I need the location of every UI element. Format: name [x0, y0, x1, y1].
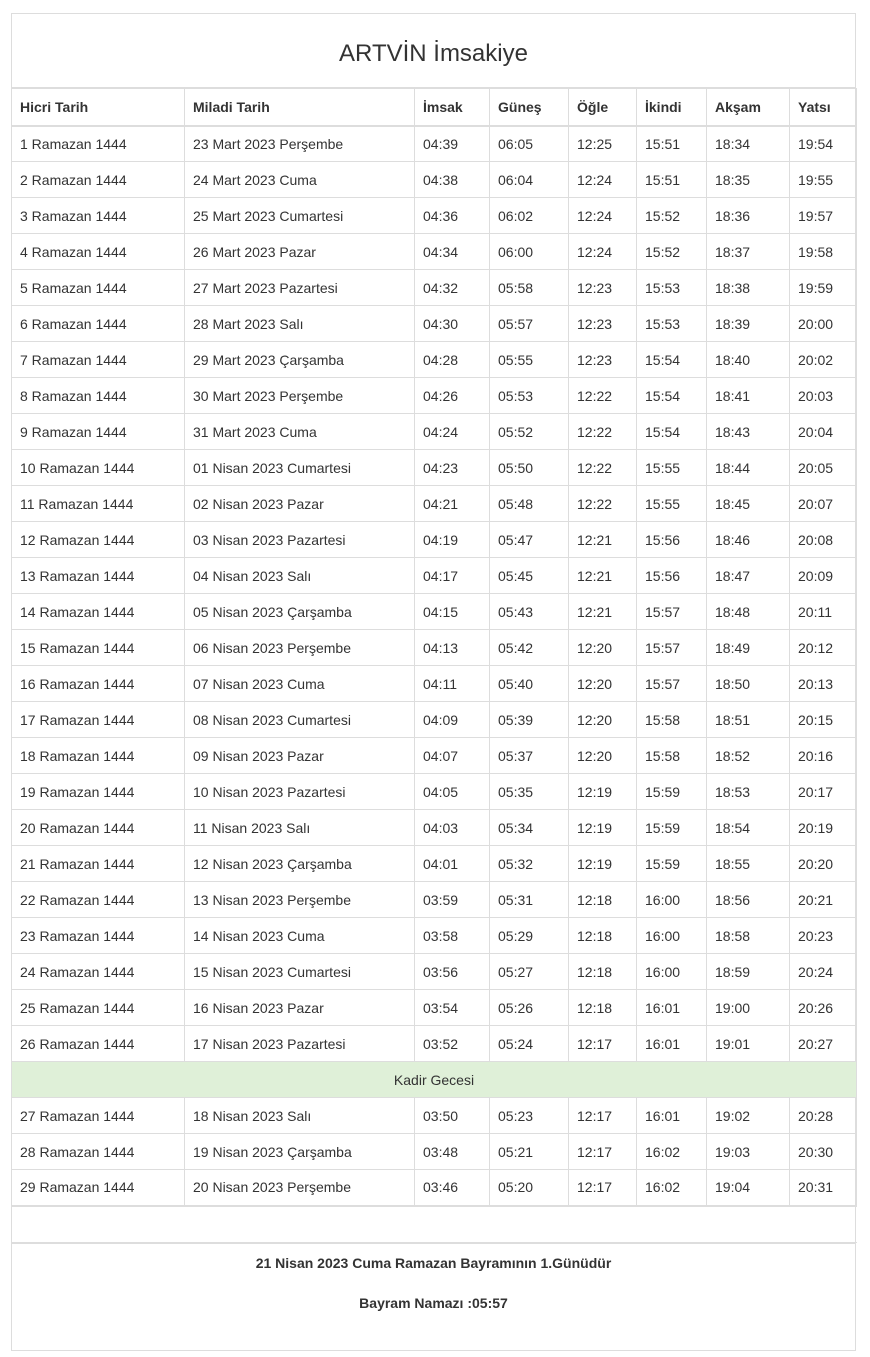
yatsi-time: 20:16 — [790, 738, 857, 774]
gunes-time: 05:23 — [490, 1098, 569, 1134]
yatsi-time: 20:09 — [790, 558, 857, 594]
ogle-time: 12:21 — [569, 594, 637, 630]
aksam-time: 18:59 — [707, 954, 790, 990]
column-header-gunes-time: Güneş — [490, 89, 569, 126]
miladi-date: 01 Nisan 2023 Cumartesi — [185, 450, 415, 486]
ikindi-time: 16:00 — [637, 954, 707, 990]
table-row — [12, 1134, 857, 1170]
gunes-time: 06:04 — [490, 162, 569, 198]
hicri-date: 11 Ramazan 1444 — [12, 486, 185, 522]
table-row — [12, 1098, 857, 1134]
hicri-date: 28 Ramazan 1444 — [12, 1134, 185, 1170]
table-row — [12, 954, 857, 990]
hicri-date: 5 Ramazan 1444 — [12, 270, 185, 306]
gunes-time: 06:02 — [490, 198, 569, 234]
hicri-date: 7 Ramazan 1444 — [12, 342, 185, 378]
imsak-time: 04:15 — [415, 594, 490, 630]
miladi-date: 18 Nisan 2023 Salı — [185, 1098, 415, 1134]
imsak-time: 04:09 — [415, 702, 490, 738]
miladi-date: 05 Nisan 2023 Çarşamba — [185, 594, 415, 630]
aksam-time: 19:02 — [707, 1098, 790, 1134]
hicri-date: 25 Ramazan 1444 — [12, 990, 185, 1026]
hicri-date: 15 Ramazan 1444 — [12, 630, 185, 666]
miladi-date: 25 Mart 2023 Cumartesi — [185, 198, 415, 234]
yatsi-time: 19:59 — [790, 270, 857, 306]
gunes-time: 05:47 — [490, 522, 569, 558]
aksam-time: 18:48 — [707, 594, 790, 630]
aksam-time: 18:56 — [707, 882, 790, 918]
imsak-time: 04:11 — [415, 666, 490, 702]
table-row — [12, 558, 857, 594]
hicri-date: 13 Ramazan 1444 — [12, 558, 185, 594]
aksam-time: 18:53 — [707, 774, 790, 810]
ogle-time: 12:19 — [569, 774, 637, 810]
gunes-time: 05:42 — [490, 630, 569, 666]
imsak-time: 03:59 — [415, 882, 490, 918]
ogle-time: 12:24 — [569, 198, 637, 234]
imsak-time: 03:56 — [415, 954, 490, 990]
yatsi-time: 20:11 — [790, 594, 857, 630]
ikindi-time: 15:51 — [637, 126, 707, 162]
hicri-date: 29 Ramazan 1444 — [12, 1170, 185, 1206]
aksam-time: 18:54 — [707, 810, 790, 846]
gunes-time: 05:21 — [490, 1134, 569, 1170]
imsak-time: 03:58 — [415, 918, 490, 954]
table-row — [12, 234, 857, 270]
gunes-time: 05:45 — [490, 558, 569, 594]
table-row — [12, 162, 857, 198]
kadir-gecesi-row — [12, 1062, 857, 1098]
ogle-time: 12:25 — [569, 126, 637, 162]
ikindi-time: 15:55 — [637, 450, 707, 486]
ogle-time: 12:22 — [569, 378, 637, 414]
gunes-time: 05:43 — [490, 594, 569, 630]
ikindi-time: 15:57 — [637, 666, 707, 702]
aksam-time: 18:36 — [707, 198, 790, 234]
column-header-ogle-time: Öğle — [569, 89, 637, 126]
ikindi-time: 15:51 — [637, 162, 707, 198]
miladi-date: 02 Nisan 2023 Pazar — [185, 486, 415, 522]
yatsi-time: 20:26 — [790, 990, 857, 1026]
aksam-time: 19:04 — [707, 1170, 790, 1206]
imsakiye-table — [11, 88, 857, 1243]
aksam-time: 18:43 — [707, 414, 790, 450]
gunes-time: 05:26 — [490, 990, 569, 1026]
ogle-time: 12:19 — [569, 810, 637, 846]
hicri-date: 22 Ramazan 1444 — [12, 882, 185, 918]
page-title: ARTVİN İmsakiye — [12, 14, 855, 88]
gunes-time: 05:52 — [490, 414, 569, 450]
yatsi-time: 20:27 — [790, 1026, 857, 1062]
table-row — [12, 270, 857, 306]
hicri-date: 9 Ramazan 1444 — [12, 414, 185, 450]
miladi-date: 28 Mart 2023 Salı — [185, 306, 415, 342]
imsak-time: 04:03 — [415, 810, 490, 846]
gunes-time: 05:53 — [490, 378, 569, 414]
hicri-date: 17 Ramazan 1444 — [12, 702, 185, 738]
ikindi-time: 15:58 — [637, 738, 707, 774]
imsak-time: 04:07 — [415, 738, 490, 774]
table-row — [12, 1026, 857, 1062]
table-header-row — [12, 89, 857, 126]
ogle-time: 12:22 — [569, 414, 637, 450]
miladi-date: 20 Nisan 2023 Perşembe — [185, 1170, 415, 1206]
yatsi-time: 20:05 — [790, 450, 857, 486]
ikindi-time: 15:53 — [637, 306, 707, 342]
ikindi-time: 15:58 — [637, 702, 707, 738]
hicri-date: 18 Ramazan 1444 — [12, 738, 185, 774]
table-row — [12, 342, 857, 378]
imsak-time: 03:46 — [415, 1170, 490, 1206]
miladi-date: 12 Nisan 2023 Çarşamba — [185, 846, 415, 882]
table-row — [12, 522, 857, 558]
gunes-time: 05:37 — [490, 738, 569, 774]
aksam-time: 18:51 — [707, 702, 790, 738]
imsakiye-card — [11, 13, 856, 1351]
yatsi-time: 20:19 — [790, 810, 857, 846]
miladi-date: 19 Nisan 2023 Çarşamba — [185, 1134, 415, 1170]
yatsi-time: 20:30 — [790, 1134, 857, 1170]
table-row — [12, 198, 857, 234]
ikindi-time: 15:57 — [637, 630, 707, 666]
aksam-time: 18:49 — [707, 630, 790, 666]
table-row — [12, 846, 857, 882]
ogle-time: 12:20 — [569, 702, 637, 738]
ogle-time: 12:23 — [569, 270, 637, 306]
aksam-time: 18:52 — [707, 738, 790, 774]
miladi-date: 06 Nisan 2023 Perşembe — [185, 630, 415, 666]
yatsi-time: 20:12 — [790, 630, 857, 666]
imsak-time: 04:26 — [415, 378, 490, 414]
gunes-time: 05:32 — [490, 846, 569, 882]
hicri-date: 23 Ramazan 1444 — [12, 918, 185, 954]
gunes-time: 06:00 — [490, 234, 569, 270]
miladi-date: 30 Mart 2023 Perşembe — [185, 378, 415, 414]
yatsi-time: 19:55 — [790, 162, 857, 198]
ikindi-time: 15:59 — [637, 774, 707, 810]
aksam-time: 18:41 — [707, 378, 790, 414]
miladi-date: 17 Nisan 2023 Pazartesi — [185, 1026, 415, 1062]
yatsi-time: 20:23 — [790, 918, 857, 954]
gunes-time: 05:31 — [490, 882, 569, 918]
imsak-time: 04:21 — [415, 486, 490, 522]
gunes-time: 05:39 — [490, 702, 569, 738]
miladi-date: 23 Mart 2023 Perşembe — [185, 126, 415, 162]
table-row — [12, 630, 857, 666]
ikindi-time: 15:57 — [637, 594, 707, 630]
column-header-imsak-time: İmsak — [415, 89, 490, 126]
aksam-time: 18:39 — [707, 306, 790, 342]
imsak-time: 04:28 — [415, 342, 490, 378]
empty-row — [12, 1206, 857, 1243]
table-row — [12, 918, 857, 954]
ikindi-time: 15:52 — [637, 234, 707, 270]
yatsi-time: 20:24 — [790, 954, 857, 990]
yatsi-time: 20:21 — [790, 882, 857, 918]
gunes-time: 05:55 — [490, 342, 569, 378]
gunes-time: 05:24 — [490, 1026, 569, 1062]
gunes-time: 05:58 — [490, 270, 569, 306]
ogle-time: 12:17 — [569, 1134, 637, 1170]
imsak-time: 03:48 — [415, 1134, 490, 1170]
aksam-time: 18:37 — [707, 234, 790, 270]
hicri-date: 6 Ramazan 1444 — [12, 306, 185, 342]
table-row — [12, 126, 857, 162]
ikindi-time: 15:59 — [637, 846, 707, 882]
yatsi-time: 20:15 — [790, 702, 857, 738]
table-row — [12, 378, 857, 414]
ikindi-time: 15:52 — [637, 198, 707, 234]
kadir-gecesi-label: Kadir Gecesi — [12, 1062, 857, 1098]
imsak-time: 04:34 — [415, 234, 490, 270]
imsak-time: 04:24 — [415, 414, 490, 450]
table-row — [12, 306, 857, 342]
miladi-date: 31 Mart 2023 Cuma — [185, 414, 415, 450]
imsak-time: 04:32 — [415, 270, 490, 306]
aksam-time: 18:58 — [707, 918, 790, 954]
aksam-time: 19:01 — [707, 1026, 790, 1062]
ikindi-time: 15:54 — [637, 378, 707, 414]
miladi-date: 03 Nisan 2023 Pazartesi — [185, 522, 415, 558]
ogle-time: 12:17 — [569, 1026, 637, 1062]
imsak-time: 04:36 — [415, 198, 490, 234]
imsak-time: 04:13 — [415, 630, 490, 666]
yatsi-time: 20:17 — [790, 774, 857, 810]
miladi-date: 29 Mart 2023 Çarşamba — [185, 342, 415, 378]
imsak-time: 03:52 — [415, 1026, 490, 1062]
ogle-time: 12:22 — [569, 450, 637, 486]
column-header-ikindi-time: İkindi — [637, 89, 707, 126]
table-row — [12, 774, 857, 810]
miladi-date: 04 Nisan 2023 Salı — [185, 558, 415, 594]
ikindi-time: 16:00 — [637, 882, 707, 918]
table-row — [12, 666, 857, 702]
bayram-info: 21 Nisan 2023 Cuma Ramazan Bayramının 1.Günüdür — [12, 1243, 855, 1284]
ogle-time: 12:17 — [569, 1170, 637, 1206]
ogle-time: 12:19 — [569, 846, 637, 882]
aksam-time: 18:35 — [707, 162, 790, 198]
table-row — [12, 486, 857, 522]
ikindi-time: 15:53 — [637, 270, 707, 306]
aksam-time: 18:50 — [707, 666, 790, 702]
hicri-date: 16 Ramazan 1444 — [12, 666, 185, 702]
gunes-time: 05:29 — [490, 918, 569, 954]
yatsi-time: 20:07 — [790, 486, 857, 522]
hicri-date: 20 Ramazan 1444 — [12, 810, 185, 846]
gunes-time: 05:20 — [490, 1170, 569, 1206]
column-header-hicri-date: Hicri Tarih — [12, 89, 185, 126]
ikindi-time: 15:54 — [637, 342, 707, 378]
imsak-time: 04:19 — [415, 522, 490, 558]
hicri-date: 27 Ramazan 1444 — [12, 1098, 185, 1134]
ikindi-time: 15:59 — [637, 810, 707, 846]
ikindi-time: 15:56 — [637, 522, 707, 558]
miladi-date: 24 Mart 2023 Cuma — [185, 162, 415, 198]
yatsi-time: 20:00 — [790, 306, 857, 342]
aksam-time: 18:55 — [707, 846, 790, 882]
hicri-date: 8 Ramazan 1444 — [12, 378, 185, 414]
aksam-time: 18:47 — [707, 558, 790, 594]
ogle-time: 12:24 — [569, 234, 637, 270]
hicri-date: 19 Ramazan 1444 — [12, 774, 185, 810]
gunes-time: 05:40 — [490, 666, 569, 702]
aksam-time: 18:46 — [707, 522, 790, 558]
miladi-date: 14 Nisan 2023 Cuma — [185, 918, 415, 954]
gunes-time: 05:34 — [490, 810, 569, 846]
ikindi-time: 16:00 — [637, 918, 707, 954]
gunes-time: 05:27 — [490, 954, 569, 990]
miladi-date: 26 Mart 2023 Pazar — [185, 234, 415, 270]
yatsi-time: 19:54 — [790, 126, 857, 162]
ikindi-time: 16:01 — [637, 1026, 707, 1062]
miladi-date: 27 Mart 2023 Pazartesi — [185, 270, 415, 306]
imsak-time: 04:01 — [415, 846, 490, 882]
aksam-time: 18:38 — [707, 270, 790, 306]
yatsi-time: 20:28 — [790, 1098, 857, 1134]
ikindi-time: 15:54 — [637, 414, 707, 450]
table-row — [12, 702, 857, 738]
ogle-time: 12:18 — [569, 918, 637, 954]
ikindi-time: 15:55 — [637, 486, 707, 522]
aksam-time: 19:03 — [707, 1134, 790, 1170]
aksam-time: 18:44 — [707, 450, 790, 486]
table-row — [12, 810, 857, 846]
hicri-date: 12 Ramazan 1444 — [12, 522, 185, 558]
ikindi-time: 16:01 — [637, 990, 707, 1026]
miladi-date: 08 Nisan 2023 Cumartesi — [185, 702, 415, 738]
miladi-date: 16 Nisan 2023 Pazar — [185, 990, 415, 1026]
hicri-date: 1 Ramazan 1444 — [12, 126, 185, 162]
empty-cell — [12, 1206, 857, 1243]
table-row — [12, 1170, 857, 1206]
table-row — [12, 990, 857, 1026]
table-row — [12, 450, 857, 486]
imsak-time: 04:23 — [415, 450, 490, 486]
ogle-time: 12:22 — [569, 486, 637, 522]
imsak-time: 04:17 — [415, 558, 490, 594]
column-header-miladi-date: Miladi Tarih — [185, 89, 415, 126]
yatsi-time: 20:02 — [790, 342, 857, 378]
hicri-date: 21 Ramazan 1444 — [12, 846, 185, 882]
imsak-time: 04:05 — [415, 774, 490, 810]
ogle-time: 12:23 — [569, 306, 637, 342]
table-row — [12, 414, 857, 450]
yatsi-time: 20:04 — [790, 414, 857, 450]
table-row — [12, 594, 857, 630]
column-header-aksam-time: Akşam — [707, 89, 790, 126]
ogle-time: 12:20 — [569, 630, 637, 666]
miladi-date: 10 Nisan 2023 Pazartesi — [185, 774, 415, 810]
hicri-date: 3 Ramazan 1444 — [12, 198, 185, 234]
ogle-time: 12:18 — [569, 954, 637, 990]
gunes-time: 05:48 — [490, 486, 569, 522]
ogle-time: 12:20 — [569, 738, 637, 774]
hicri-date: 26 Ramazan 1444 — [12, 1026, 185, 1062]
miladi-date: 07 Nisan 2023 Cuma — [185, 666, 415, 702]
hicri-date: 2 Ramazan 1444 — [12, 162, 185, 198]
aksam-time: 18:40 — [707, 342, 790, 378]
yatsi-time: 20:03 — [790, 378, 857, 414]
ogle-time: 12:18 — [569, 882, 637, 918]
yatsi-time: 19:57 — [790, 198, 857, 234]
ogle-time: 12:21 — [569, 522, 637, 558]
gunes-time: 05:35 — [490, 774, 569, 810]
ogle-time: 12:17 — [569, 1098, 637, 1134]
yatsi-time: 19:58 — [790, 234, 857, 270]
gunes-time: 05:50 — [490, 450, 569, 486]
ogle-time: 12:20 — [569, 666, 637, 702]
miladi-date: 13 Nisan 2023 Perşembe — [185, 882, 415, 918]
imsak-time: 04:30 — [415, 306, 490, 342]
ogle-time: 12:21 — [569, 558, 637, 594]
aksam-time: 19:00 — [707, 990, 790, 1026]
yatsi-time: 20:31 — [790, 1170, 857, 1206]
yatsi-time: 20:13 — [790, 666, 857, 702]
ikindi-time: 16:02 — [637, 1170, 707, 1206]
aksam-time: 18:34 — [707, 126, 790, 162]
ikindi-time: 15:56 — [637, 558, 707, 594]
miladi-date: 15 Nisan 2023 Cumartesi — [185, 954, 415, 990]
miladi-date: 11 Nisan 2023 Salı — [185, 810, 415, 846]
ogle-time: 12:24 — [569, 162, 637, 198]
imsak-time: 04:38 — [415, 162, 490, 198]
table-row — [12, 882, 857, 918]
miladi-date: 09 Nisan 2023 Pazar — [185, 738, 415, 774]
ogle-time: 12:23 — [569, 342, 637, 378]
ikindi-time: 16:01 — [637, 1098, 707, 1134]
hicri-date: 10 Ramazan 1444 — [12, 450, 185, 486]
column-header-yatsi-time: Yatsı — [790, 89, 857, 126]
gunes-time: 06:05 — [490, 126, 569, 162]
hicri-date: 4 Ramazan 1444 — [12, 234, 185, 270]
yatsi-time: 20:20 — [790, 846, 857, 882]
table-row — [12, 738, 857, 774]
hicri-date: 14 Ramazan 1444 — [12, 594, 185, 630]
ogle-time: 12:18 — [569, 990, 637, 1026]
ikindi-time: 16:02 — [637, 1134, 707, 1170]
imsak-time: 03:54 — [415, 990, 490, 1026]
aksam-time: 18:45 — [707, 486, 790, 522]
yatsi-time: 20:08 — [790, 522, 857, 558]
bayram-namazi-time: Bayram Namazı :05:57 — [359, 1295, 508, 1311]
hicri-date: 24 Ramazan 1444 — [12, 954, 185, 990]
imsak-time: 04:39 — [415, 126, 490, 162]
imsak-time: 03:50 — [415, 1098, 490, 1134]
gunes-time: 05:57 — [490, 306, 569, 342]
